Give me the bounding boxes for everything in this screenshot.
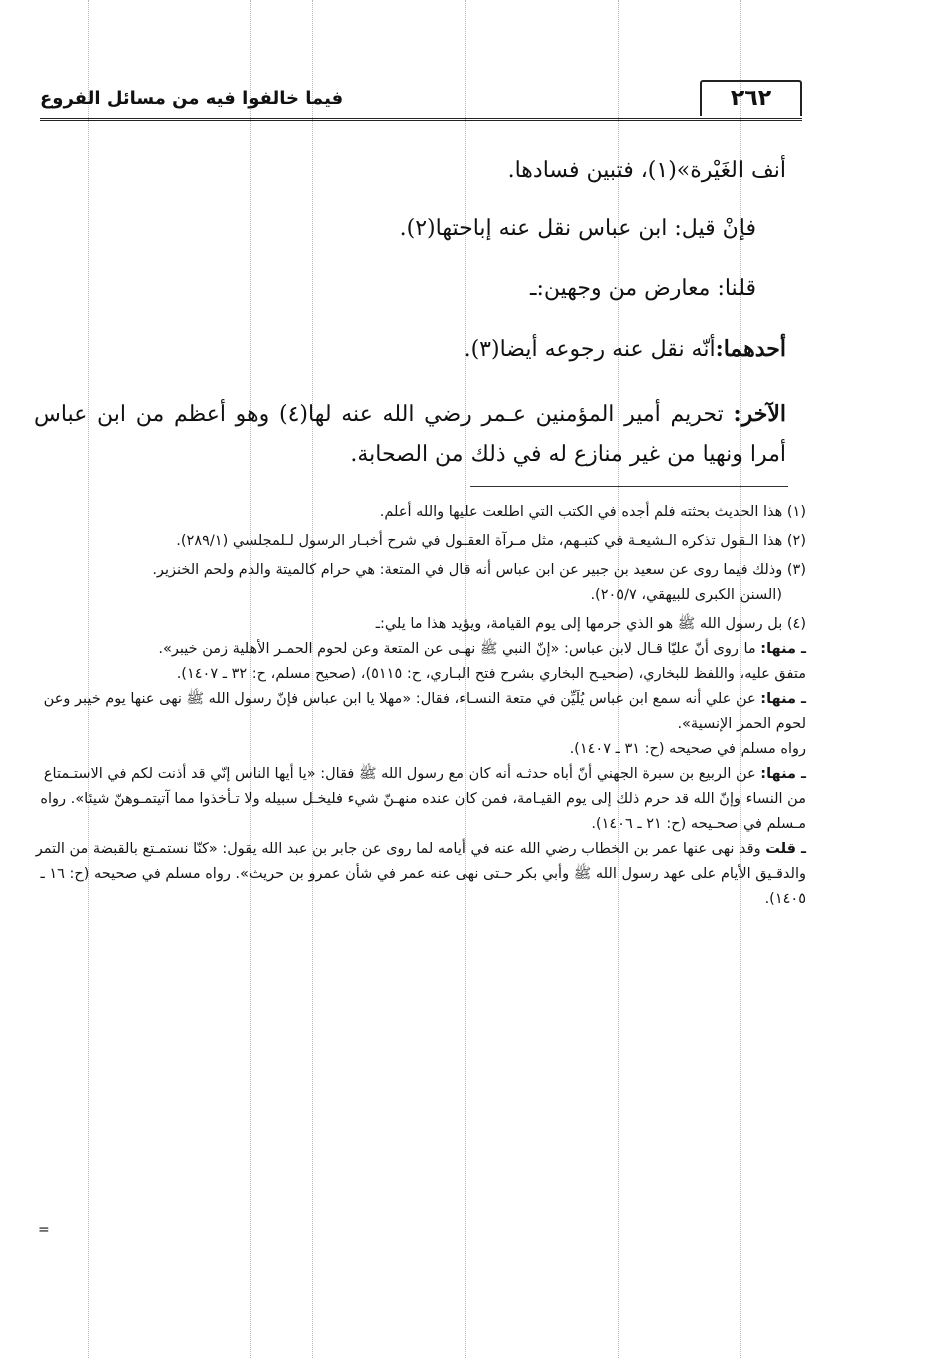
paragraph <box>464 334 786 365</box>
footnote-item: ـ منها: عن علي أنه سمع ابن عباس يُلَيِّن في متعة النسـاء، فقال: «مهلا يا ابن عباس فإنّ رسول الله ﷺ نهى عنها يوم خيبر وعن لحوم الحمر الإنسية». <box>43 691 806 732</box>
running-title: فيما خالفوا فيه من مسائل الفروع <box>40 88 344 109</box>
continuation-mark: = <box>38 1222 50 1238</box>
paragraph <box>34 394 786 475</box>
paragraph-lead: أحدهما: <box>715 336 786 362</box>
footnote-source: (السنن الكبرى للبيهقي، ٢٠٥/٧). <box>590 587 782 603</box>
header-rule <box>40 118 802 121</box>
footnote-rule <box>470 486 788 487</box>
page-number: ٢٦٢ <box>700 80 802 116</box>
paragraph: أنف الغَيْرة»(١)، فتبين فسادها. <box>507 158 786 183</box>
footnote-item: ـ منها: عن الربيع بن سبرة الجهني أنّ أباه حدثـه أنه كان مع رسول الله ﷺ فقال: «يا أيها الناس إنّي قد أذنت لكم في الاستـمتاع من النساء وإنّ الله قد حرم ذلك إلى يوم القيـامة، فمن كان عنده منهـنّ شيء فليخـل سبيله ولا تـأخذوا مما آتيتمـوهنّ شيئا». رواه مـسلم في صحـيحه (ح: ٢١ ـ ١٤٠٦). <box>40 766 806 832</box>
footnote-4 <box>34 612 806 912</box>
footnote-source: رواه مسلم في صحيحه (ح: ٣١ ـ ١٤٠٧). <box>569 741 806 757</box>
footnote-text: (٣) وذلك فيما روى عن سعيد بن جبير عن ابن عباس أنه قال في المتعة: هي حرام كالميتة والدم ولحم الخنزير. <box>152 562 806 578</box>
footnote-3 <box>34 558 806 608</box>
paragraph-text: تحريم أمير المؤمنين عـمر رضي الله عنه لها(٤) وهو أعظم من ابن عباس أمرا ونهيا من غير منازع له في ذلك من الصحابة. <box>34 402 786 467</box>
paragraph-text: أنّه نقل عنه رجوعه أيضا(٣). <box>463 337 716 362</box>
footnote-source: متفق عليه، واللفظ للبخاري، (صحيـح البخاري بشرح فتح البـاري، ح: ٥١١٥)، (صحيح مسلم، ح: ٣٢ ـ ١٤٠٧). <box>176 666 806 682</box>
paragraph: قلنا: معارض من وجهين:ـ <box>530 276 756 301</box>
paragraph: فإنْ قيل: ابن عباس نقل عنه إباحتها(٢). <box>399 216 756 241</box>
footnote-2: (٢) هذا الـقول تذكره الـشيعـة في كتبـهم، مثل مـرآة العقـول في شرح أخبـار الرسول لـلمجلسي (٢٨٩/١). <box>176 533 806 549</box>
page-header <box>40 80 802 122</box>
footnotes <box>34 500 806 916</box>
paragraph-lead: الآخر: <box>733 401 787 427</box>
footnote-text: (٤) بل رسول الله ﷺ هو الذي حرمها إلى يوم القيامة، ويؤيد هذا ما يلي:ـ <box>375 616 806 632</box>
footnote-1: (١) هذا الحديث بحثته فلم أجده في الكتب التي اطلعت عليها والله أعلم. <box>379 504 806 520</box>
footnote-item: ـ قلت وقد نهى عنها عمر بن الخطاب رضي الله عنه في أيامه لما روى عن جابر بن عبد الله يقول: «كنّا نستمـتع بالقبضة من التمر والدقـيق الأيام على عهد رسول الله ﷺ وأبي بكر حـتى نهى عنه عمر في شأن عمرو بن حريث». رواه مسلم في صحيحه (ح: ١٦ ـ ١٤٠٥). <box>35 841 806 907</box>
footnote-item: ـ منها: ما روى أنّ عليّا قـال لابن عباس: «إنّ النبي ﷺ نهـى عن المتعة وعن لحوم الحمـر الأهلية زمن خيبر». <box>158 641 806 657</box>
